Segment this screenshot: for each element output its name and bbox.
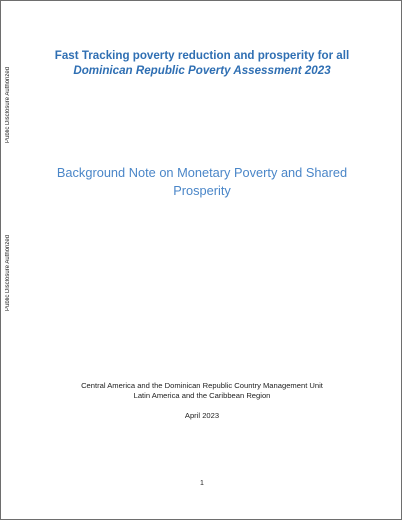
subtitle-line-1: Background Note on Monetary Poverty and Shared	[56, 165, 348, 180]
title-line-1: Fast Tracking poverty reduction and prosperity for all	[54, 49, 350, 62]
document-subtitle	[41, 164, 363, 200]
publication-date: April 2023	[184, 411, 220, 420]
author-unit-line-2: Latin America and the Caribbean Region	[133, 391, 271, 400]
document-title	[31, 48, 373, 78]
author-unit-line-1: Central America and the Dominican Republic Country Management Unit	[81, 381, 323, 390]
subtitle-line-2: Prosperity	[173, 183, 231, 198]
author-unit	[41, 381, 363, 401]
title-line-2: Dominican Republic Poverty Assessment 2023	[73, 64, 331, 77]
page-number: 1	[200, 480, 204, 487]
disclosure-stamp-bottom: Public Disclosure Authorized	[5, 234, 11, 312]
disclosure-stamp-top: Public Disclosure Authorized	[5, 66, 11, 144]
